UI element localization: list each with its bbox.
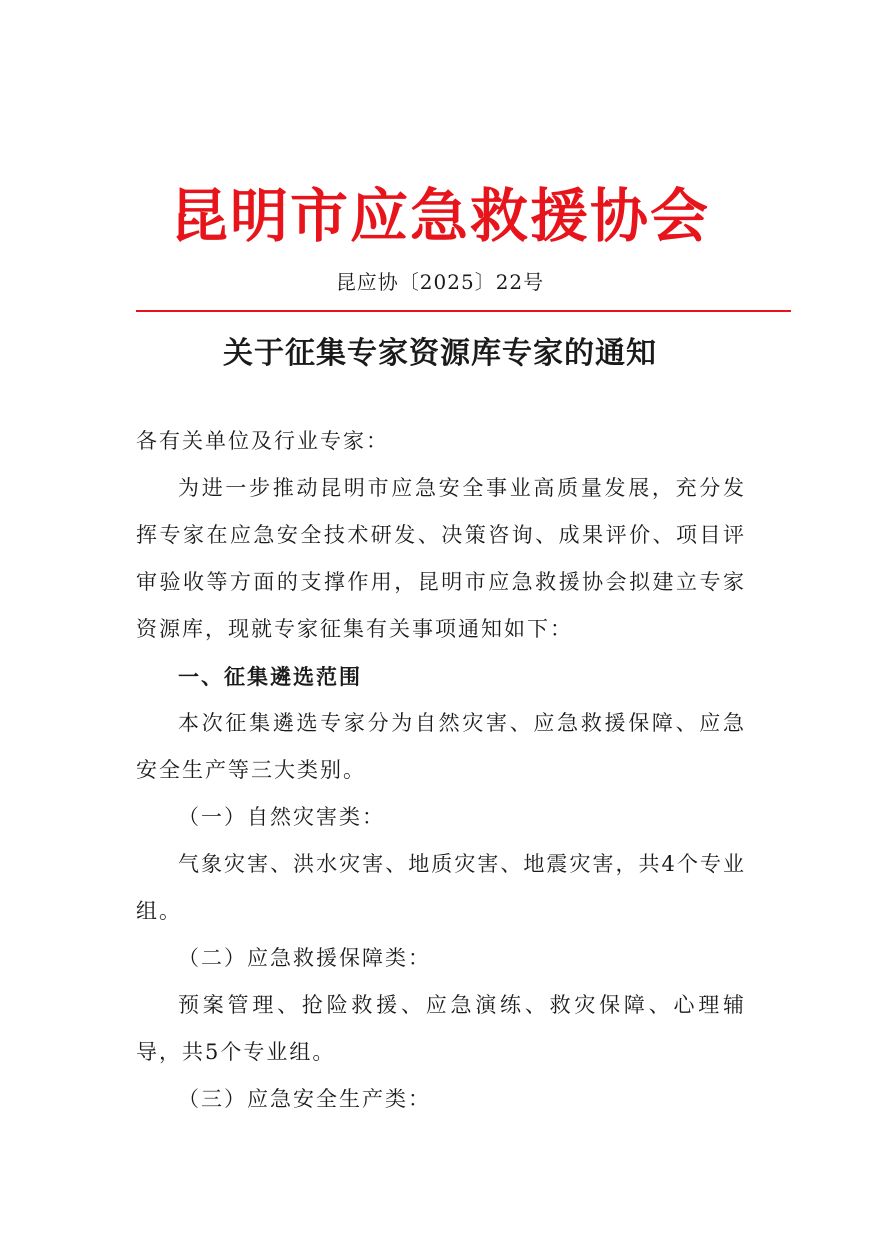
- document-title: 关于征集专家资源库专家的通知: [223, 336, 657, 371]
- category-text-rescue-support: 预案管理、抢险救援、应急演练、救灾保障、心理辅导，共5个专业组。: [136, 993, 746, 1064]
- document-body: [136, 418, 746, 1123]
- category-heading-rescue-support: （二）应急救援保障类：: [178, 946, 431, 970]
- category-heading-production-safety: （三）应急安全生产类：: [178, 1087, 431, 1111]
- intro-paragraph: 为进一步推动昆明市应急安全事业高质量发展，充分发挥专家在应急安全技术研发、决策咨询、成果评价、项目评审验收等方面的支撑作用，昆明市应急救援协会拟建立专家资源库，现就专家征集有关事项通知如下：: [136, 476, 746, 641]
- document-number: 昆应协〔2025〕22号: [335, 270, 545, 294]
- org-name-heading: 昆明市应急救援协会: [169, 182, 710, 250]
- category-heading-natural-disaster: （一）自然灾害类：: [178, 805, 385, 829]
- section-paragraph-scope: 本次征集遴选专家分为自然灾害、应急救援保障、应急安全生产等三大类别。: [136, 711, 746, 782]
- section-heading-scope: 一、征集遴选范围: [178, 664, 362, 689]
- category-text-natural-disaster: 气象灾害、洪水灾害、地质灾害、地震灾害，共4个专业组。: [136, 852, 746, 923]
- red-divider-line: [136, 310, 791, 312]
- salutation: 各有关单位及行业专家：: [136, 429, 389, 453]
